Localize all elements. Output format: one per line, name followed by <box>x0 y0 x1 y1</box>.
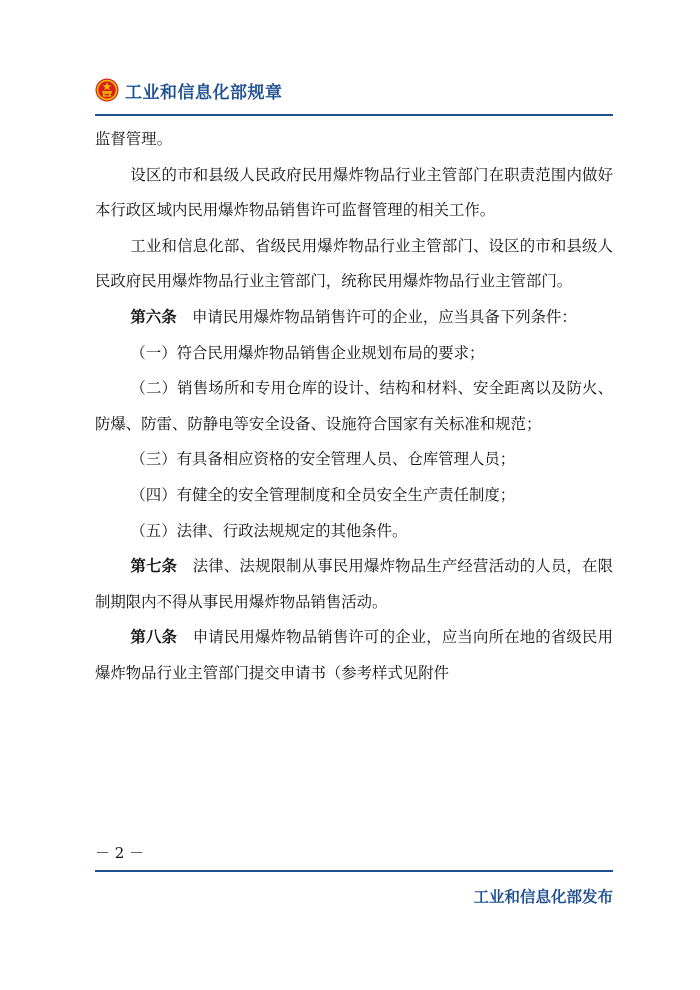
article-title: 第八条 <box>130 628 178 647</box>
article-title: 第七条 <box>130 557 178 576</box>
paragraph-continuation <box>95 122 613 158</box>
paragraph-text: 监督管理。 <box>95 130 172 148</box>
list-item-text: （二）销售场所和专用仓库的设计、结构和材料、安全距离以及防火、防爆、防雷、防静电等安全设备、设施符合国家有关标准和规范； <box>95 379 613 433</box>
footer-divider <box>95 870 613 872</box>
header-title: 工业和信息化部规章 <box>125 83 283 103</box>
list-item-text: （一）符合民用爆炸物品销售企业规划布局的要求； <box>130 343 485 362</box>
article-title: 第六条 <box>130 307 177 326</box>
paragraph <box>95 158 613 229</box>
document-body <box>95 122 613 692</box>
article-8 <box>95 620 613 691</box>
paragraph-text: 申请民用爆炸物品销售许可的企业，应当具备下列条件： <box>192 307 577 326</box>
page-header <box>95 76 615 110</box>
article-7 <box>95 549 613 620</box>
national-emblem-icon <box>95 78 119 102</box>
paragraph-text: 申请民用爆炸物品销售许可的企业，应当向所在地的省级民用爆炸物品行业主管部门提交申请书（参考样式见附件 <box>95 628 613 682</box>
paragraph-text: 法律、法规限制从事民用爆炸物品生产经营活动的人员，在限制期限内不得从事民用爆炸物品销售活动。 <box>95 557 613 611</box>
list-item <box>95 336 613 372</box>
paragraph-text: 设区的市和县级人民政府民用爆炸物品行业主管部门在职责范围内做好本行政区域内民用爆炸物品销售许可监督管理的相关工作。 <box>95 165 613 220</box>
list-item-text: （三）有具备相应资格的安全管理人员、仓库管理人员； <box>130 450 516 469</box>
list-item-text: （五）法律、行政法规规定的其他条件。 <box>130 521 408 540</box>
list-item <box>95 442 613 478</box>
list-item <box>95 514 613 550</box>
paragraph-text: 工业和信息化部、省级民用爆炸物品行业主管部门、设区的市和县级人民政府民用爆炸物品行业主管部门，统称民用爆炸物品行业主管部门。 <box>95 236 613 291</box>
page-number: － 2 － <box>95 844 145 862</box>
list-item <box>95 478 613 514</box>
article-6 <box>95 300 613 336</box>
header-divider <box>95 114 613 116</box>
list-item <box>95 371 613 442</box>
footer-publisher: 工业和信息化部发布 <box>473 888 613 906</box>
paragraph <box>95 229 613 300</box>
list-item-text: （四）有健全的安全管理制度和全员安全生产责任制度； <box>130 485 516 504</box>
